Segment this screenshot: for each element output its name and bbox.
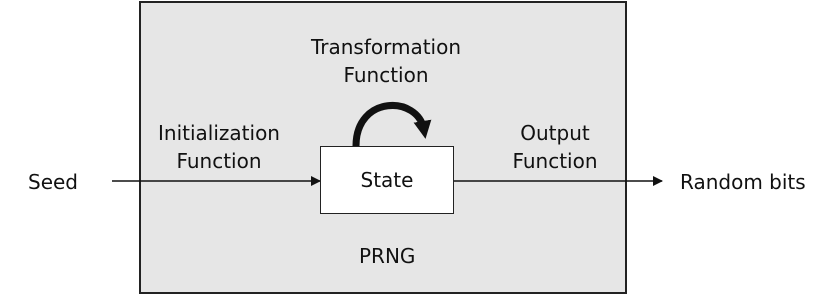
transformation-function-label	[302, 33, 470, 89]
output-function-label	[500, 119, 610, 175]
state-box	[320, 146, 454, 214]
initialization-function-label	[152, 119, 286, 175]
initialization-line-2: Function	[176, 149, 262, 173]
output-line-1: Output	[520, 121, 590, 145]
seed-label: Seed	[28, 170, 78, 194]
initialization-line-1: Initialization	[158, 121, 280, 145]
transformation-line-2: Function	[343, 63, 429, 87]
prng-label: PRNG	[359, 244, 416, 268]
transformation-line-1: Transformation	[310, 35, 462, 59]
random-bits-label: Random bits	[680, 170, 806, 194]
output-line-2: Function	[512, 149, 598, 173]
state-label: State	[360, 168, 414, 192]
transformation-loop-arrow	[356, 105, 424, 146]
